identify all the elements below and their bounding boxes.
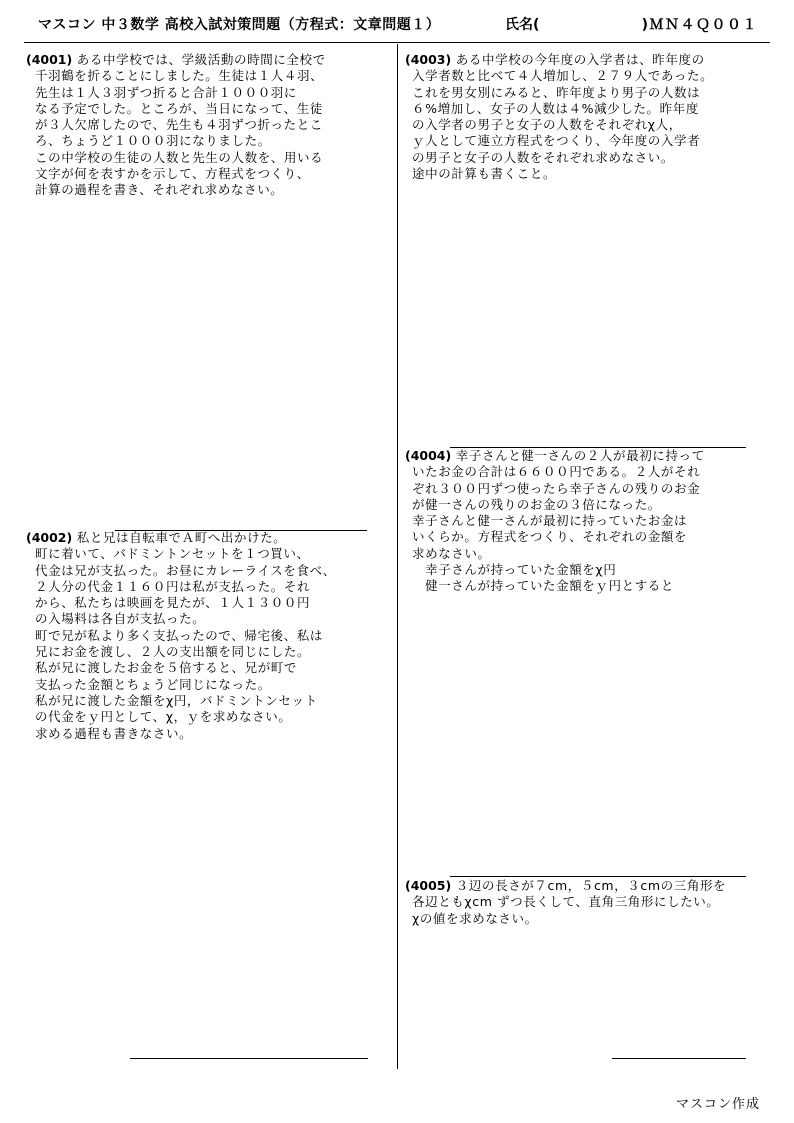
problem-number: (4003)	[405, 52, 452, 67]
problem-text: 各辺ともχcm ずつ長くして、直角三角形にしたい。	[412, 894, 720, 910]
problem-text: 私と兄は自転車でＡ町へ出かけた。	[76, 530, 287, 545]
problem-text: 計算の過程を書き、それぞれ求めなさい。	[35, 182, 284, 198]
worksheet-code: )ＭＮ４Ｑ００１	[641, 17, 758, 33]
problem-separator-line	[450, 876, 746, 877]
problem-4003	[405, 52, 767, 182]
problem-text: の代金をｙ円として、χ，ｙを求めなさい。	[35, 709, 292, 725]
problem-text: 支払った金額とちょうど同じになった。	[35, 676, 271, 692]
problem-text: χの値を求めなさい。	[412, 910, 538, 926]
problem-text: 幸子さんが持っていた金額をχ円	[412, 562, 617, 578]
problem-text: 私が兄に渡した金額をχ円，バドミントンセット	[35, 692, 318, 708]
problem-text: 途中の計算も書くこと。	[412, 166, 557, 182]
problem-number: (4005)	[405, 878, 452, 893]
problem-text: が３人欠席したので、先生も４羽ずつ折ったとこ	[35, 117, 323, 133]
problem-4001	[26, 52, 394, 199]
problem-text: ろ、ちょうど１０００羽になりました。	[35, 133, 271, 149]
problem-text: ぞれ３００円ずつ使ったら幸子さんの残りのお金	[412, 480, 701, 496]
header-divider	[24, 42, 770, 43]
problem-4005	[405, 878, 767, 927]
problem-text: の入学者の男子と女子の人数をそれぞれχ人，	[412, 117, 682, 133]
problem-text: 幸子さんと健一さんの２人が最初に持って	[455, 448, 705, 463]
problem-text: の男子と女子の人数をそれぞれ求めなさい。	[412, 149, 675, 165]
problem-text: ３辺の長さが７cm，５cm，３cmの三角形を	[455, 878, 727, 893]
problem-text: この中学校の生徒の人数と先生の人数を、用いる	[35, 149, 324, 165]
problem-text: 求める過程も書きなさい。	[35, 725, 193, 741]
problem-number: (4001)	[26, 52, 73, 67]
problem-first-line	[26, 52, 394, 68]
problem-text: いくらか。方程式をつくり、それぞれの金額を	[412, 529, 688, 545]
problem-text: から、私たちは映画を見たが、１人１３００円	[35, 595, 311, 611]
problem-text: の入場料は各自が支払った。	[35, 611, 206, 627]
problem-text: 健一さんが持っていた金額をｙ円とすると	[412, 578, 675, 594]
problem-text: ある中学校の今年度の入学者は、昨年度の	[455, 52, 705, 67]
problem-text: が健一さんの残りのお金の３倍になった。	[412, 496, 661, 512]
problem-text: なる予定でした。ところが、当日になって、生徒	[35, 100, 323, 116]
problem-text: ２人分の代金１１６０円は私が支払った。それ	[35, 578, 311, 594]
problem-first-line	[26, 530, 394, 546]
worksheet-header	[38, 14, 758, 36]
problem-text: 町に着いて、バドミントンセットを１つ買い、	[35, 546, 310, 562]
problem-4002	[26, 530, 394, 742]
problem-text: ｙ人として連立方程式をつくり、今年度の入学者	[412, 133, 701, 149]
problem-text: これを男女別にみると、昨年度より男子の人数は	[412, 84, 701, 100]
problem-text: ６%増加し、女子の人数は４%減少した。昨年度	[412, 100, 699, 116]
problem-text: ある中学校では、学級活動の時間に全校で	[76, 52, 326, 67]
problem-number: (4002)	[26, 530, 73, 545]
column-divider	[397, 44, 398, 1069]
answer-line	[130, 1058, 368, 1059]
author-credit: マスコン作成	[675, 1097, 760, 1112]
problem-text: 先生は１人３羽ずつ折ると合計１０００羽に	[35, 84, 298, 100]
problem-text: 文字が何を表すかを示して、方程式をつくり、	[35, 166, 310, 182]
worksheet-title: マスコン 中３数学 高校入試対策問題（方程式：文章問題１）	[38, 17, 441, 33]
problem-first-line	[405, 448, 767, 464]
problem-text: 求めなさい。	[412, 545, 491, 561]
problem-text: 代金は兄が支払った。お昼にカレーライスを食べ、	[35, 562, 336, 578]
problem-number: (4004)	[405, 448, 452, 463]
problem-text: 幸子さんと健一さんが最初に持っていたお金は	[412, 513, 688, 529]
problem-4004	[405, 448, 767, 595]
problem-text: 千羽鶴を折ることにしました。生徒は１人４羽、	[35, 68, 324, 84]
problem-first-line	[405, 878, 767, 894]
problem-text: いたお金の合計は６６００円である。２人がそれ	[412, 464, 701, 480]
problem-text: 兄にお金を渡し、２人の支出額を同じにした。	[35, 644, 311, 660]
problem-text: 入学者数と比べて４人増加し、２７９人であった。	[412, 68, 714, 84]
answer-line	[612, 1058, 746, 1059]
problem-first-line	[405, 52, 767, 68]
problem-text: 私が兄に渡したお金を５倍すると、兄が町で	[35, 660, 298, 676]
name-label: 氏名(	[505, 17, 540, 33]
problem-text: 町で兄が私より多く支払ったので、帰宅後、私は	[35, 627, 323, 643]
